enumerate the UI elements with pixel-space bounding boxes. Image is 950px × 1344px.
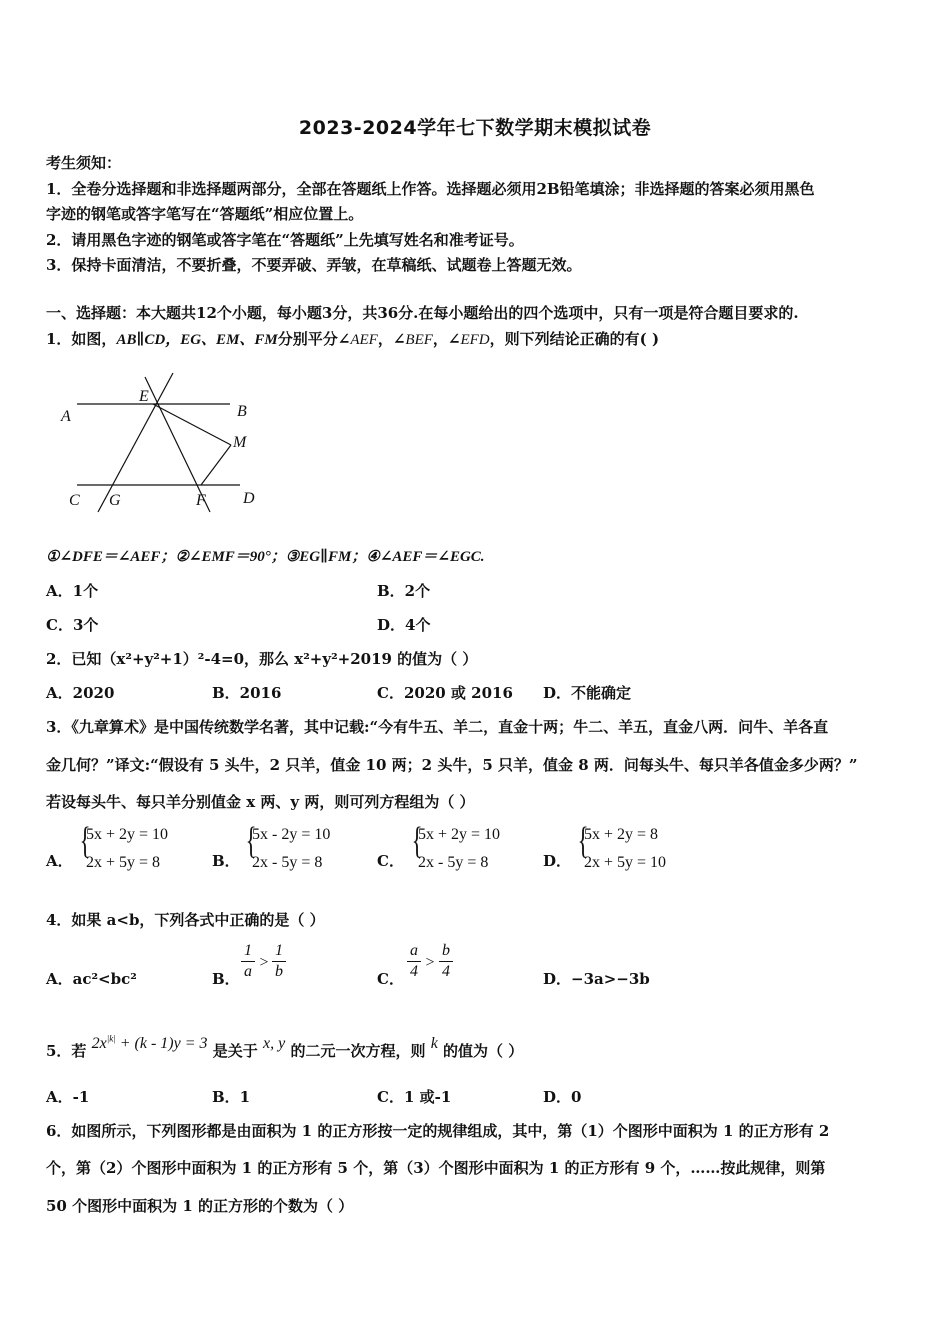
q5-option-c[interactable]: C．1 或-1 bbox=[377, 1088, 452, 1106]
label-D: D bbox=[243, 490, 255, 507]
notice-item: 1．全卷分选择题和非选择题两部分，全部在答题纸上作答。选择题必须用2B铅笔填涂；非选择题的答案必须用黑色 bbox=[46, 180, 815, 198]
label-A: A bbox=[61, 408, 71, 425]
q3-system-b: { 5x - 2y = 10 2x - 5y = 8 bbox=[245, 820, 331, 871]
q3-system-c: { 5x + 2y = 10 2x - 5y = 8 bbox=[411, 820, 501, 871]
line-fm bbox=[201, 445, 231, 485]
question-3-line: 3．《九章算术》是中国传统数学名著，其中记载:“今有牛五、羊二，直金十两；牛二、羊五，直金八两．问牛、羊各直 bbox=[46, 718, 829, 736]
q3-option-b[interactable]: B． bbox=[212, 852, 240, 870]
q5-option-a[interactable]: A．-1 bbox=[46, 1088, 90, 1106]
question-5-stem: 5．若 $2x^{|k|} + (k - 1)y = 3$ 是关于 x, y 的二元一次方程，则 k 的值为（ ） bbox=[46, 1033, 524, 1060]
notice-item: 2．请用黑色字迹的钢笔或答字笔在“答题纸”上先填写姓名和准考证号。 bbox=[46, 231, 524, 249]
q3-option-d[interactable]: D． bbox=[543, 852, 572, 870]
q2-option-d[interactable]: D．不能确定 bbox=[543, 684, 632, 702]
q4-b-fraction-left: 1 a bbox=[241, 942, 255, 981]
line-em bbox=[153, 404, 231, 445]
section-heading: 一、选择题：本大题共12个小题，每小题3分，共36分.在每小题给出的四个选项中，只有一项是符合题目要求的. bbox=[46, 304, 799, 322]
label-E: E bbox=[139, 388, 149, 405]
question-6-line: 个，第（2）个图形中面积为 1 的正方形有 5 个，第（3）个图形中面积为 1 的正方形有 9 个，……按此规律，则第 bbox=[46, 1159, 826, 1177]
q4-option-a[interactable]: A．ac²<bc² bbox=[46, 970, 137, 988]
label-B: B bbox=[237, 403, 247, 420]
question-4-stem: 4．如果 a<b，下列各式中正确的是（ ） bbox=[46, 911, 325, 929]
question-3-line: 若设每头牛、每只羊分别值金 x 两、y 两，则可列方程组为（ ） bbox=[46, 793, 475, 811]
q4-c-fraction-left: a 4 bbox=[407, 942, 421, 981]
notice-item: 字迹的钢笔或答字笔写在“答题纸”相应位置上。 bbox=[46, 205, 364, 223]
question-2-stem: 2．已知（x²+y²+1）²-4=0，那么 x²+y²+2019 的值为（ ） bbox=[46, 650, 478, 668]
question-1-stem: 1．如图，AB∥CD，EG、EM、FM分别平分∠AEF，∠BEF，∠EFD，则下列结论正确的有( ) bbox=[46, 330, 660, 348]
q2-option-c[interactable]: C．2020 或 2016 bbox=[377, 684, 513, 702]
question-6-line: 6．如图所示，下列图形都是由面积为 1 的正方形按一定的规律组成，其中，第（1）个图形中面积为 1 的正方形有 2 bbox=[46, 1122, 830, 1140]
q2-option-a[interactable]: A．2020 bbox=[46, 684, 115, 702]
question-3-line: 金几何？”译文:“假设有 5 头牛，2 只羊，值金 10 两；2 头牛，5 只羊，值金 8 两．问每头牛、每只羊各值金多少两？” bbox=[46, 756, 858, 774]
geometry-figure bbox=[55, 370, 270, 515]
q4-b-fraction-right: 1 b bbox=[272, 942, 286, 981]
q5-option-b[interactable]: B．1 bbox=[212, 1088, 251, 1106]
label-G: G bbox=[109, 492, 121, 509]
q5-option-d[interactable]: D．0 bbox=[543, 1088, 582, 1106]
page-title: 2023-2024学年七下数学期末模拟试卷 bbox=[298, 117, 652, 139]
question-6-line: 50 个图形中面积为 1 的正方形的个数为（ ） bbox=[46, 1197, 354, 1215]
label-M: M bbox=[233, 434, 247, 451]
q3-system-d: { 5x + 2y = 8 2x + 5y = 10 bbox=[577, 820, 667, 871]
q3-system-a: { 5x + 2y = 10 2x + 5y = 8 bbox=[79, 820, 169, 871]
q4-option-d[interactable]: D．−3a>−3b bbox=[543, 970, 650, 988]
q3-option-c[interactable]: C． bbox=[377, 852, 404, 870]
q3-option-a[interactable]: A． bbox=[46, 852, 73, 870]
q1-option-d[interactable]: D．4个 bbox=[377, 616, 431, 634]
label-C: C bbox=[69, 492, 80, 509]
notice-item: 3．保持卡面清洁，不要折叠，不要弄破、弄皱，在草稿纸、试题卷上答题无效。 bbox=[46, 256, 582, 274]
q4-b-relation: > bbox=[259, 954, 269, 971]
question-1-statements: ①∠DFE＝∠AEF；②∠EMF＝90°；③EG∥FM；④∠AEF＝∠EGC. bbox=[46, 549, 485, 565]
q4-option-c[interactable]: C． bbox=[377, 970, 404, 988]
q1-option-a[interactable]: A．1个 bbox=[46, 582, 99, 600]
q1-option-c[interactable]: C．3个 bbox=[46, 616, 99, 634]
label-F: F bbox=[196, 492, 206, 509]
q4-option-b[interactable]: B． bbox=[212, 970, 240, 988]
q4-c-fraction-right: b 4 bbox=[439, 942, 453, 981]
q4-c-relation: > bbox=[425, 954, 435, 971]
q2-option-b[interactable]: B．2016 bbox=[212, 684, 282, 702]
notice-heading: 考生须知： bbox=[46, 154, 122, 172]
q1-option-b[interactable]: B．2个 bbox=[377, 582, 431, 600]
